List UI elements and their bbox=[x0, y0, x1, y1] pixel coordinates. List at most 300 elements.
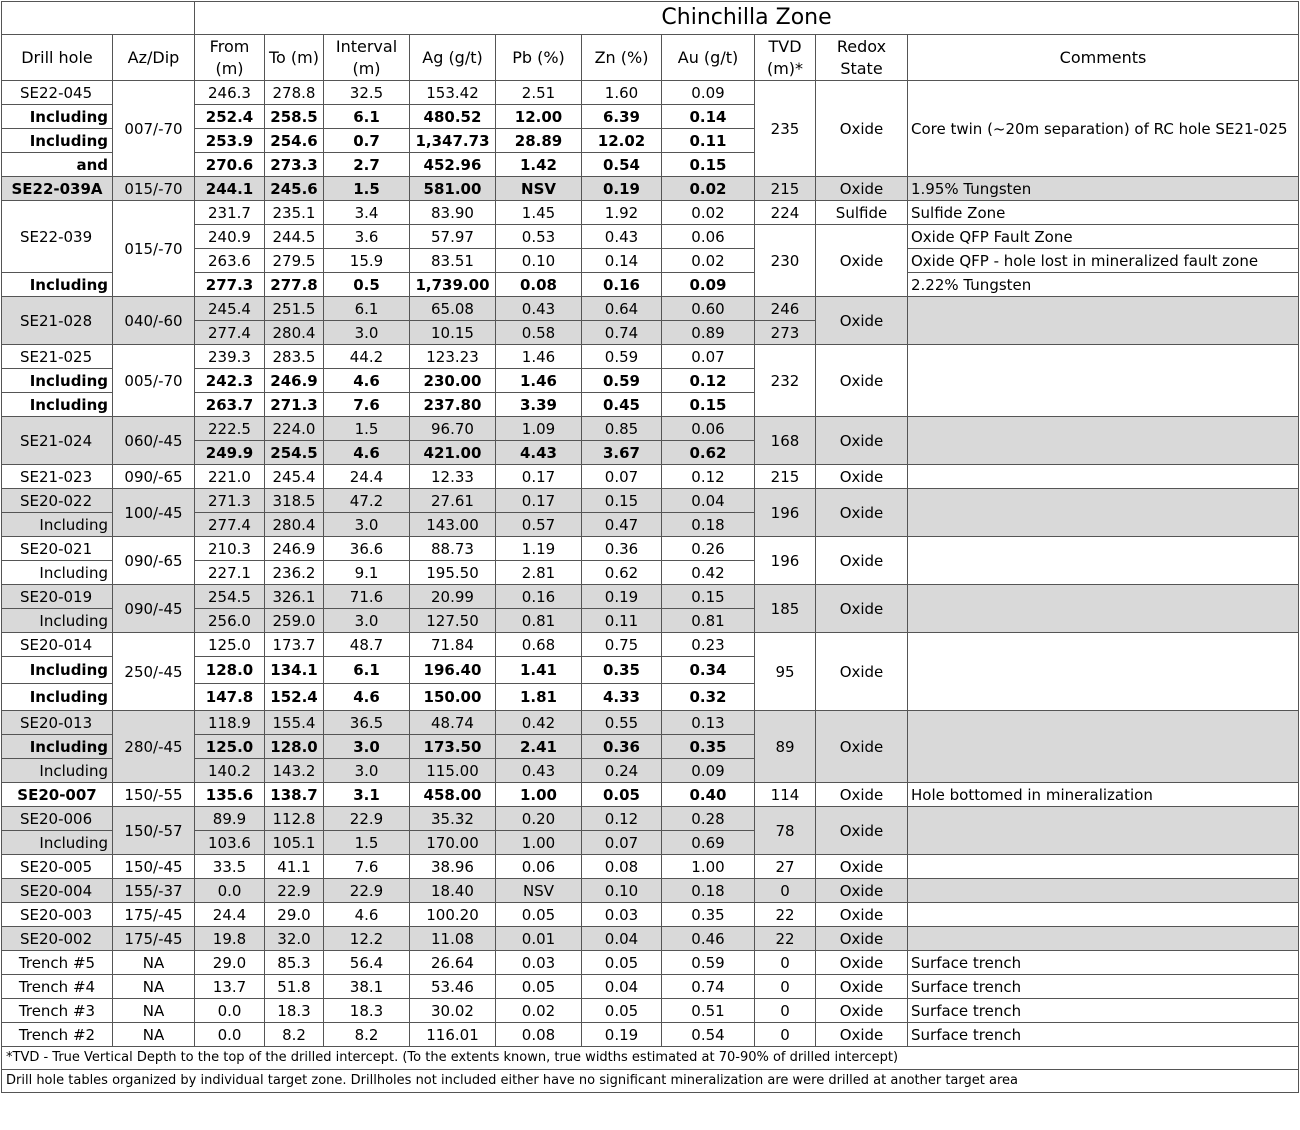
cell-ag: 11.08 bbox=[410, 927, 496, 951]
cell-to: 278.8 bbox=[265, 81, 324, 105]
cell-pb: 1.00 bbox=[496, 783, 582, 807]
cell-au: 0.62 bbox=[662, 441, 755, 465]
cell-redox: Oxide bbox=[816, 585, 908, 633]
cell-comment: Surface trench bbox=[908, 999, 1299, 1023]
cell-az-dip: 150/-45 bbox=[113, 855, 195, 879]
cell-zn: 3.67 bbox=[582, 441, 662, 465]
cell-from: 118.9 bbox=[195, 711, 265, 735]
cell-zn: 0.43 bbox=[582, 225, 662, 249]
cell-redox: Oxide bbox=[816, 489, 908, 537]
cell-pb: 3.39 bbox=[496, 393, 582, 417]
cell-redox: Oxide bbox=[816, 465, 908, 489]
cell-to: 318.5 bbox=[265, 489, 324, 513]
cell-ag: 1,739.00 bbox=[410, 273, 496, 297]
table-row bbox=[2, 999, 1299, 1023]
cell-tvd: 89 bbox=[755, 711, 816, 783]
cell-to: 22.9 bbox=[265, 879, 324, 903]
cell-from: 249.9 bbox=[195, 441, 265, 465]
header-interval: Interval (m) bbox=[324, 35, 410, 81]
cell-from: 125.0 bbox=[195, 735, 265, 759]
cell-az-dip: 175/-45 bbox=[113, 903, 195, 927]
cell-redox: Oxide bbox=[816, 711, 908, 783]
cell-au: 0.14 bbox=[662, 105, 755, 129]
cell-zn: 0.55 bbox=[582, 711, 662, 735]
table-row bbox=[2, 879, 1299, 903]
cell-tvd: 0 bbox=[755, 999, 816, 1023]
cell-to: 251.5 bbox=[265, 297, 324, 321]
cell-comment: 1.95% Tungsten bbox=[908, 177, 1299, 201]
cell-ag: 26.64 bbox=[410, 951, 496, 975]
cell-zn: 0.19 bbox=[582, 1023, 662, 1047]
cell-au: 0.09 bbox=[662, 759, 755, 783]
cell-zn: 4.33 bbox=[582, 684, 662, 711]
footnote-org-note: Drill hole tables organized by individual target zone. Drillholes not included either have no significant mineralization are were drilled at another target area bbox=[2, 1070, 1299, 1093]
cell-ag: 18.40 bbox=[410, 879, 496, 903]
cell-tvd: 95 bbox=[755, 633, 816, 711]
cell-drill-hole: SE20-004 bbox=[2, 879, 113, 903]
cell-comment: Sulfide Zone bbox=[908, 201, 1299, 225]
cell-az-dip: 015/-70 bbox=[113, 177, 195, 201]
cell-from: 33.5 bbox=[195, 855, 265, 879]
cell-tvd: 27 bbox=[755, 855, 816, 879]
cell-int: 7.6 bbox=[324, 855, 410, 879]
header-tvd: TVD (m)* bbox=[755, 35, 816, 81]
cell-tvd: 0 bbox=[755, 1023, 816, 1047]
table-title: Chinchilla Zone bbox=[195, 2, 1299, 35]
table-row bbox=[2, 1023, 1299, 1047]
cell-ag: 88.73 bbox=[410, 537, 496, 561]
cell-pb: 1.00 bbox=[496, 831, 582, 855]
cell-from: 252.4 bbox=[195, 105, 265, 129]
table-row bbox=[2, 297, 1299, 321]
cell-int: 8.2 bbox=[324, 1023, 410, 1047]
cell-pb: 0.08 bbox=[496, 1023, 582, 1047]
cell-from: 254.5 bbox=[195, 585, 265, 609]
table-row bbox=[2, 201, 1299, 225]
cell-from: 0.0 bbox=[195, 1023, 265, 1047]
drill-results-table bbox=[1, 1, 1299, 1093]
cell-az-dip: 005/-70 bbox=[113, 345, 195, 417]
cell-tvd: 0 bbox=[755, 951, 816, 975]
cell-az-dip: 250/-45 bbox=[113, 633, 195, 711]
cell-zn: 0.36 bbox=[582, 735, 662, 759]
table-row bbox=[2, 633, 1299, 657]
cell-ag: 170.00 bbox=[410, 831, 496, 855]
cell-from: 103.6 bbox=[195, 831, 265, 855]
cell-ag: 421.00 bbox=[410, 441, 496, 465]
cell-az-dip: 090/-65 bbox=[113, 465, 195, 489]
cell-au: 0.15 bbox=[662, 393, 755, 417]
cell-redox: Oxide bbox=[816, 807, 908, 855]
cell-zn: 0.08 bbox=[582, 855, 662, 879]
cell-int: 3.6 bbox=[324, 225, 410, 249]
cell-pb: 0.53 bbox=[496, 225, 582, 249]
header-drill-hole: Drill hole bbox=[2, 35, 113, 81]
cell-from: 242.3 bbox=[195, 369, 265, 393]
cell-zn: 0.05 bbox=[582, 999, 662, 1023]
cell-drill-hole: Including bbox=[2, 369, 113, 393]
cell-zn: 12.02 bbox=[582, 129, 662, 153]
cell-int: 4.6 bbox=[324, 903, 410, 927]
cell-int: 7.6 bbox=[324, 393, 410, 417]
cell-ag: 65.08 bbox=[410, 297, 496, 321]
table-row bbox=[2, 585, 1299, 609]
table-row bbox=[2, 975, 1299, 999]
cell-pb: 0.57 bbox=[496, 513, 582, 537]
cell-zn: 0.19 bbox=[582, 585, 662, 609]
cell-drill-hole: SE21-024 bbox=[2, 417, 113, 465]
cell-au: 0.12 bbox=[662, 465, 755, 489]
cell-to: 235.1 bbox=[265, 201, 324, 225]
cell-au: 0.23 bbox=[662, 633, 755, 657]
cell-au: 0.81 bbox=[662, 609, 755, 633]
cell-to: 8.2 bbox=[265, 1023, 324, 1047]
cell-au: 0.74 bbox=[662, 975, 755, 999]
footnote-row bbox=[2, 1047, 1299, 1070]
cell-ag: 10.15 bbox=[410, 321, 496, 345]
cell-from: 240.9 bbox=[195, 225, 265, 249]
cell-redox: Oxide bbox=[816, 975, 908, 999]
cell-to: 155.4 bbox=[265, 711, 324, 735]
cell-int: 48.7 bbox=[324, 633, 410, 657]
cell-tvd: 185 bbox=[755, 585, 816, 633]
table-row bbox=[2, 489, 1299, 513]
cell-pb: 0.58 bbox=[496, 321, 582, 345]
cell-az-dip: NA bbox=[113, 1023, 195, 1047]
cell-tvd: 246 bbox=[755, 297, 816, 321]
table-row bbox=[2, 177, 1299, 201]
cell-ag: 83.51 bbox=[410, 249, 496, 273]
cell-to: 138.7 bbox=[265, 783, 324, 807]
cell-drill-hole: Including bbox=[2, 273, 113, 297]
cell-from: 135.6 bbox=[195, 783, 265, 807]
cell-to: 326.1 bbox=[265, 585, 324, 609]
cell-zn: 0.03 bbox=[582, 903, 662, 927]
cell-au: 0.04 bbox=[662, 489, 755, 513]
cell-comment: Core twin (~20m separation) of RC hole SE21-025 bbox=[908, 81, 1299, 177]
table-row bbox=[2, 951, 1299, 975]
cell-int: 71.6 bbox=[324, 585, 410, 609]
cell-to: 246.9 bbox=[265, 537, 324, 561]
cell-drill-hole: SE22-039A bbox=[2, 177, 113, 201]
cell-ag: 480.52 bbox=[410, 105, 496, 129]
cell-ag: 27.61 bbox=[410, 489, 496, 513]
cell-zn: 0.54 bbox=[582, 153, 662, 177]
cell-az-dip: 280/-45 bbox=[113, 711, 195, 783]
cell-au: 0.06 bbox=[662, 417, 755, 441]
cell-redox: Oxide bbox=[816, 225, 908, 297]
cell-drill-hole: Including bbox=[2, 129, 113, 153]
cell-zn: 0.07 bbox=[582, 465, 662, 489]
table-row bbox=[2, 273, 1299, 297]
cell-comment: Surface trench bbox=[908, 1023, 1299, 1047]
cell-tvd: 230 bbox=[755, 225, 816, 297]
cell-int: 6.1 bbox=[324, 657, 410, 684]
cell-au: 0.40 bbox=[662, 783, 755, 807]
cell-comment bbox=[908, 345, 1299, 417]
cell-int: 3.0 bbox=[324, 759, 410, 783]
cell-to: 277.8 bbox=[265, 273, 324, 297]
cell-drill-hole: Including bbox=[2, 561, 113, 585]
cell-au: 0.54 bbox=[662, 1023, 755, 1047]
table-row bbox=[2, 249, 1299, 273]
cell-to: 280.4 bbox=[265, 513, 324, 537]
cell-az-dip: 155/-37 bbox=[113, 879, 195, 903]
cell-to: 51.8 bbox=[265, 975, 324, 999]
cell-pb: 0.16 bbox=[496, 585, 582, 609]
cell-drill-hole: Trench #5 bbox=[2, 951, 113, 975]
cell-pb: 0.43 bbox=[496, 759, 582, 783]
cell-tvd: 273 bbox=[755, 321, 816, 345]
table-row bbox=[2, 417, 1299, 441]
cell-to: 245.4 bbox=[265, 465, 324, 489]
cell-zn: 0.36 bbox=[582, 537, 662, 561]
cell-drill-hole: Including bbox=[2, 831, 113, 855]
cell-redox: Oxide bbox=[816, 177, 908, 201]
cell-int: 1.5 bbox=[324, 177, 410, 201]
cell-int: 22.9 bbox=[324, 879, 410, 903]
cell-to: 112.8 bbox=[265, 807, 324, 831]
cell-tvd: 224 bbox=[755, 201, 816, 225]
table-row bbox=[2, 81, 1299, 105]
cell-to: 254.6 bbox=[265, 129, 324, 153]
cell-pb: 1.45 bbox=[496, 201, 582, 225]
cell-redox: Oxide bbox=[816, 417, 908, 465]
header-au: Au (g/t) bbox=[662, 35, 755, 81]
cell-from: 231.7 bbox=[195, 201, 265, 225]
cell-int: 2.7 bbox=[324, 153, 410, 177]
cell-drill-hole: Including bbox=[2, 105, 113, 129]
cell-int: 6.1 bbox=[324, 105, 410, 129]
cell-au: 0.35 bbox=[662, 903, 755, 927]
cell-au: 0.34 bbox=[662, 657, 755, 684]
cell-az-dip: 090/-45 bbox=[113, 585, 195, 633]
cell-ag: 581.00 bbox=[410, 177, 496, 201]
cell-pb: 0.05 bbox=[496, 903, 582, 927]
cell-int: 38.1 bbox=[324, 975, 410, 999]
cell-pb: 2.51 bbox=[496, 81, 582, 105]
cell-zn: 0.04 bbox=[582, 927, 662, 951]
cell-az-dip: 007/-70 bbox=[113, 81, 195, 177]
cell-comment bbox=[908, 585, 1299, 633]
cell-au: 0.35 bbox=[662, 735, 755, 759]
cell-zn: 0.75 bbox=[582, 633, 662, 657]
cell-to: 32.0 bbox=[265, 927, 324, 951]
cell-int: 44.2 bbox=[324, 345, 410, 369]
header-from: From (m) bbox=[195, 35, 265, 81]
header-redox: Redox State bbox=[816, 35, 908, 81]
cell-pb: 4.43 bbox=[496, 441, 582, 465]
cell-ag: 123.23 bbox=[410, 345, 496, 369]
cell-int: 3.4 bbox=[324, 201, 410, 225]
cell-zn: 0.47 bbox=[582, 513, 662, 537]
cell-zn: 1.60 bbox=[582, 81, 662, 105]
cell-zn: 0.62 bbox=[582, 561, 662, 585]
cell-to: 152.4 bbox=[265, 684, 324, 711]
cell-drill-hole: SE22-039 bbox=[2, 201, 113, 273]
cell-au: 0.09 bbox=[662, 81, 755, 105]
cell-comment: Oxide QFP - hole lost in mineralized fault zone bbox=[908, 249, 1299, 273]
header-to: To (m) bbox=[265, 35, 324, 81]
cell-redox: Oxide bbox=[816, 345, 908, 417]
footnote-tvd-note: *TVD - True Vertical Depth to the top of the drilled intercept. (To the extents known, true widths estimated at 70-90% of drilled intercept) bbox=[2, 1047, 1299, 1070]
cell-au: 0.09 bbox=[662, 273, 755, 297]
cell-from: 210.3 bbox=[195, 537, 265, 561]
cell-au: 0.18 bbox=[662, 513, 755, 537]
header-zn: Zn (%) bbox=[582, 35, 662, 81]
cell-au: 0.07 bbox=[662, 345, 755, 369]
cell-az-dip: 060/-45 bbox=[113, 417, 195, 465]
cell-pb: 0.68 bbox=[496, 633, 582, 657]
cell-au: 0.13 bbox=[662, 711, 755, 735]
cell-ag: 452.96 bbox=[410, 153, 496, 177]
cell-zn: 0.14 bbox=[582, 249, 662, 273]
cell-from: 140.2 bbox=[195, 759, 265, 783]
cell-redox: Oxide bbox=[816, 297, 908, 345]
cell-pb: 0.17 bbox=[496, 465, 582, 489]
table-row bbox=[2, 807, 1299, 831]
cell-tvd: 0 bbox=[755, 879, 816, 903]
cell-comment bbox=[908, 489, 1299, 537]
cell-to: 259.0 bbox=[265, 609, 324, 633]
cell-az-dip: 015/-70 bbox=[113, 201, 195, 297]
cell-drill-hole: Including bbox=[2, 759, 113, 783]
cell-to: 279.5 bbox=[265, 249, 324, 273]
cell-ag: 83.90 bbox=[410, 201, 496, 225]
cell-pb: 0.03 bbox=[496, 951, 582, 975]
cell-au: 0.51 bbox=[662, 999, 755, 1023]
cell-tvd: 215 bbox=[755, 465, 816, 489]
table-row bbox=[2, 537, 1299, 561]
cell-int: 6.1 bbox=[324, 297, 410, 321]
cell-comment bbox=[908, 465, 1299, 489]
cell-redox: Oxide bbox=[816, 999, 908, 1023]
cell-au: 0.18 bbox=[662, 879, 755, 903]
cell-az-dip: NA bbox=[113, 975, 195, 999]
cell-az-dip: NA bbox=[113, 999, 195, 1023]
cell-comment bbox=[908, 417, 1299, 465]
cell-pb: 1.19 bbox=[496, 537, 582, 561]
cell-zn: 0.45 bbox=[582, 393, 662, 417]
cell-au: 0.15 bbox=[662, 585, 755, 609]
cell-to: 143.2 bbox=[265, 759, 324, 783]
cell-from: 270.6 bbox=[195, 153, 265, 177]
cell-au: 0.15 bbox=[662, 153, 755, 177]
cell-from: 277.4 bbox=[195, 321, 265, 345]
cell-to: 254.5 bbox=[265, 441, 324, 465]
cell-tvd: 196 bbox=[755, 489, 816, 537]
cell-zn: 6.39 bbox=[582, 105, 662, 129]
cell-to: 236.2 bbox=[265, 561, 324, 585]
cell-tvd: 22 bbox=[755, 903, 816, 927]
cell-ag: 1,347.73 bbox=[410, 129, 496, 153]
cell-to: 273.3 bbox=[265, 153, 324, 177]
table-row bbox=[2, 465, 1299, 489]
cell-int: 1.5 bbox=[324, 417, 410, 441]
cell-comment: 2.22% Tungsten bbox=[908, 273, 1299, 297]
cell-redox: Oxide bbox=[816, 1023, 908, 1047]
cell-au: 0.12 bbox=[662, 369, 755, 393]
cell-int: 4.6 bbox=[324, 684, 410, 711]
cell-pb: 0.42 bbox=[496, 711, 582, 735]
cell-from: 256.0 bbox=[195, 609, 265, 633]
header-az-dip: Az/Dip bbox=[113, 35, 195, 81]
cell-ag: 173.50 bbox=[410, 735, 496, 759]
cell-au: 0.32 bbox=[662, 684, 755, 711]
cell-to: 246.9 bbox=[265, 369, 324, 393]
table-row bbox=[2, 711, 1299, 735]
cell-int: 56.4 bbox=[324, 951, 410, 975]
cell-au: 0.59 bbox=[662, 951, 755, 975]
cell-to: 41.1 bbox=[265, 855, 324, 879]
cell-au: 0.89 bbox=[662, 321, 755, 345]
cell-az-dip: 040/-60 bbox=[113, 297, 195, 345]
cell-ag: 196.40 bbox=[410, 657, 496, 684]
cell-zn: 0.24 bbox=[582, 759, 662, 783]
cell-int: 32.5 bbox=[324, 81, 410, 105]
cell-from: 244.1 bbox=[195, 177, 265, 201]
cell-drill-hole: SE20-003 bbox=[2, 903, 113, 927]
cell-to: 134.1 bbox=[265, 657, 324, 684]
cell-zn: 0.05 bbox=[582, 951, 662, 975]
cell-redox: Sulfide bbox=[816, 201, 908, 225]
cell-ag: 35.32 bbox=[410, 807, 496, 831]
cell-int: 3.0 bbox=[324, 513, 410, 537]
cell-zn: 0.05 bbox=[582, 783, 662, 807]
cell-au: 0.46 bbox=[662, 927, 755, 951]
cell-pb: 1.46 bbox=[496, 369, 582, 393]
cell-drill-hole: Including bbox=[2, 609, 113, 633]
cell-ag: 150.00 bbox=[410, 684, 496, 711]
cell-pb: 1.09 bbox=[496, 417, 582, 441]
cell-comment bbox=[908, 711, 1299, 783]
cell-pb: 0.02 bbox=[496, 999, 582, 1023]
cell-drill-hole: SE20-022 bbox=[2, 489, 113, 513]
table-row bbox=[2, 927, 1299, 951]
cell-comment: Surface trench bbox=[908, 951, 1299, 975]
cell-from: 0.0 bbox=[195, 999, 265, 1023]
cell-comment bbox=[908, 807, 1299, 855]
cell-tvd: 78 bbox=[755, 807, 816, 855]
cell-ag: 116.01 bbox=[410, 1023, 496, 1047]
cell-drill-hole: SE21-028 bbox=[2, 297, 113, 345]
cell-drill-hole: SE20-014 bbox=[2, 633, 113, 657]
title-blank-left bbox=[2, 2, 195, 35]
cell-int: 9.1 bbox=[324, 561, 410, 585]
cell-ag: 71.84 bbox=[410, 633, 496, 657]
cell-pb: 0.20 bbox=[496, 807, 582, 831]
cell-drill-hole: SE21-023 bbox=[2, 465, 113, 489]
cell-zn: 0.59 bbox=[582, 345, 662, 369]
cell-drill-hole: Trench #3 bbox=[2, 999, 113, 1023]
header-ag: Ag (g/t) bbox=[410, 35, 496, 81]
cell-from: 277.4 bbox=[195, 513, 265, 537]
cell-int: 36.5 bbox=[324, 711, 410, 735]
cell-ag: 237.80 bbox=[410, 393, 496, 417]
cell-drill-hole: SE20-006 bbox=[2, 807, 113, 831]
cell-au: 0.28 bbox=[662, 807, 755, 831]
cell-comment: Surface trench bbox=[908, 975, 1299, 999]
cell-to: 128.0 bbox=[265, 735, 324, 759]
cell-ag: 48.74 bbox=[410, 711, 496, 735]
cell-from: 147.8 bbox=[195, 684, 265, 711]
cell-au: 1.00 bbox=[662, 855, 755, 879]
cell-ag: 153.42 bbox=[410, 81, 496, 105]
cell-comment bbox=[908, 297, 1299, 345]
cell-tvd: 0 bbox=[755, 975, 816, 999]
cell-from: 245.4 bbox=[195, 297, 265, 321]
footnote-row bbox=[2, 1070, 1299, 1093]
